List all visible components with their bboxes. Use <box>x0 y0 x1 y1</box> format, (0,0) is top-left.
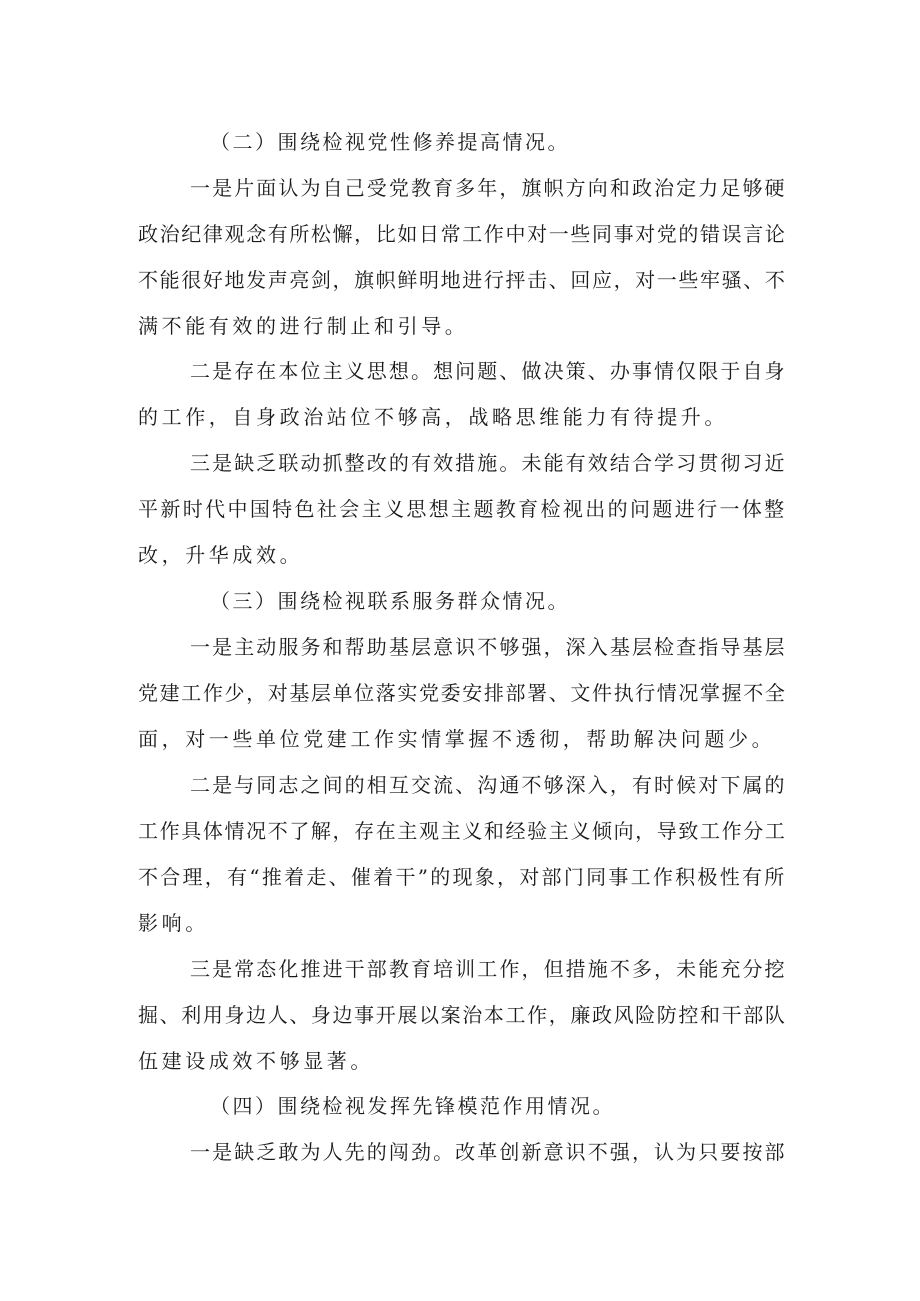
paragraph-line: 三是常态化推进干部教育培训工作，但措施不多，未能充分挖 <box>190 957 787 981</box>
paragraph-line: 满不能有效的进行制止和引导。 <box>138 314 469 338</box>
paragraph-line: 二是存在本位主义思想。想问题、做决策、办事情仅限于自身 <box>190 359 787 383</box>
paragraph <box>138 348 788 440</box>
section-heading: （四）围绕检视发挥先锋模范作用情况。 <box>210 1094 615 1118</box>
paragraph-line: 不能很好地发声亮剑，旗帜鲜明地进行抨击、回应，对一些牢骚、不 <box>138 268 787 292</box>
paragraph-line: 面，对一些单位党建工作实情掌握不透彻，帮助解决问题少。 <box>138 727 776 751</box>
paragraph-line: 平新时代中国特色社会主义思想主题教育检视出的问题进行一体整 <box>138 497 787 521</box>
paragraph <box>138 165 788 349</box>
paragraph-line: 三是缺乏联动抓整改的有效措施。未能有效结合学习贯彻习近 <box>190 451 787 475</box>
paragraph-line: 一是缺乏敢为人先的闯劲。改革创新意识不强，认为只要按部 <box>190 1140 787 1164</box>
section-heading: （三）围绕检视联系服务群众情况。 <box>210 589 570 613</box>
paragraph-line: 掘、利用身边人、身边事开展以案治本工作，廉政风险防控和干部队 <box>138 1003 787 1027</box>
paragraph-line: 政治纪律观念有所松懈，比如日常工作中对一些同事对党的错误言论 <box>138 222 787 246</box>
paragraph <box>138 946 788 1084</box>
paragraph-line: 党建工作少，对基层单位落实党委安排部署、文件执行情况掌握不全 <box>138 681 787 705</box>
paragraph-line: 一是片面认为自己受党教育多年，旗帜方向和政治定力足够硬 <box>190 176 787 200</box>
paragraph <box>138 440 788 578</box>
paragraph <box>138 762 788 946</box>
paragraph <box>138 1129 788 1175</box>
paragraph-line: 二是与同志之间的相互交流、沟通不够深入，有时候对下属的 <box>190 773 787 797</box>
paragraph-line: 改，升华成效。 <box>138 543 304 567</box>
paragraph-line: 影响。 <box>138 911 209 935</box>
paragraph-line: 一是主动服务和帮助基层意识不够强，深入基层检查指导基层 <box>190 635 787 659</box>
paragraph <box>138 624 788 762</box>
section-heading: （二）围绕检视党性修养提高情况。 <box>210 130 570 154</box>
paragraph-line: 的工作，自身政治站位不够高，战略思维能力有待提升。 <box>138 405 728 429</box>
paragraph-line: 伍建设成效不够显著。 <box>138 1049 374 1073</box>
paragraph-line: 不合理，有“推着走、催着干”的现象，对部门同事工作积极性有所 <box>138 865 787 889</box>
paragraph-line: 工作具体情况不了解，存在主观主义和经验主义倾向，导致工作分工 <box>138 819 787 843</box>
